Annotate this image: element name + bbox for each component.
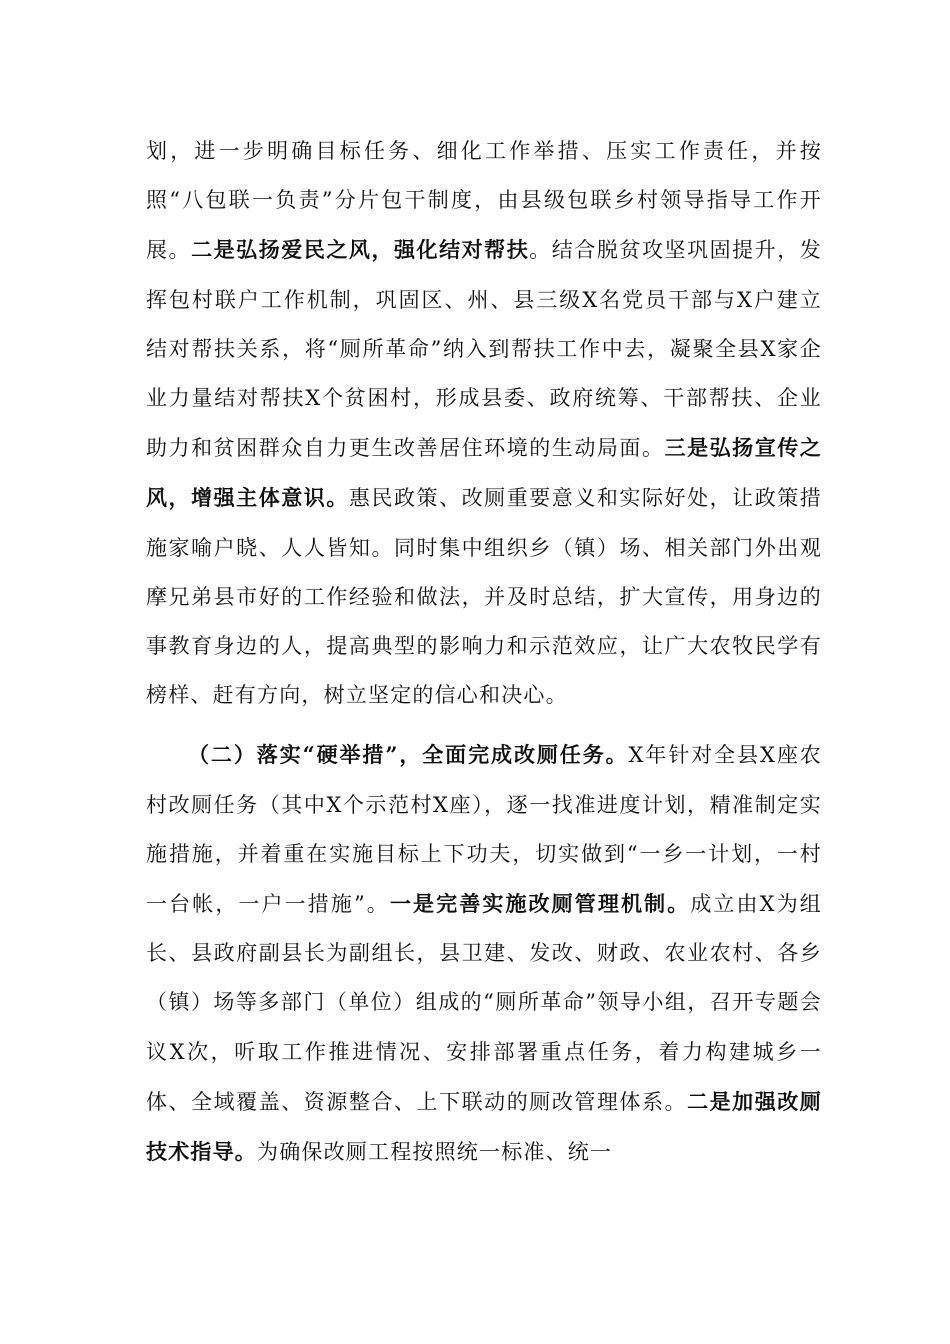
paragraph-1-text-2: 。结合脱贫攻坚巩固提升，发挥包村联户工作机制，巩固区、州、县三级X名党员干部与X户建立结对帮扶关系，将“厕所革命”纳入到帮扶工作中去，凝聚全县X家企业力量结对帮扶X个贫困村，形成县委、政府统筹、干部帮扶、企业助力和贫困群众自力更生改善居住环境的生动局面。 — [146, 238, 822, 461]
paragraph-2-text-3: 为确保改厕工程按照统一标准、统一 — [257, 1140, 613, 1165]
section-heading-2: （二）落实“硬举措”，全面完成改厕任务。 — [188, 742, 629, 768]
paragraph-1-text-1: 划，进一步明确目标任务、细化工作举措、压实工作责任，并按照“八包联一负责”分片包干制度，由县级包联乡村领导指导工作开展。 — [146, 139, 822, 263]
paragraph-2 — [146, 730, 822, 1177]
paragraph-1 — [146, 127, 822, 720]
paragraph-1-text-3: 惠民政策、改厕重要意义和实际好处，让政策措施家喻户晓、人人皆知。同时集中组织乡（镇）场、相关部门外出观摩兄弟县市好的工作经验和做法，并及时总结，扩大宣传，用身边的事教育身边的人，提高典型的影响力和示范效应，让广大农牧民学有榜样、赶有方向，树立坚定的信心和决心。 — [146, 486, 822, 708]
paragraph-2-text-2: 成立由X为组长、县政府副县长为副组长，县卫建、发改、财政、农业农村、各乡（镇）场等多部门（单位）组成的“厕所革命”领导小组，召开专题会议X次，听取工作推进情况、安排部署重点任务，着力构建城乡一体、全域覆盖、资源整合、上下联动的厕改管理体系。 — [146, 892, 822, 1114]
paragraph-2-heading-1: 一是完善实施改厕管理机制。 — [389, 891, 691, 917]
paragraph-2-text-1: X年针对全县X座农村改厕任务（其中X个示范村X座），逐一找准进度计划，精准制定实施措施，并着重在实施目标上下功夫，切实做到“一乡一计划，一村一台帐，一户一措施”。 — [146, 743, 822, 917]
paragraph-1-heading-3: 三是弘扬宣传之风，增强主体意识。 — [146, 435, 822, 511]
document-page — [146, 127, 822, 1177]
paragraph-1-heading-2: 二是弘扬爱民之风，强化结对帮扶 — [191, 237, 530, 263]
paragraph-2-heading-2: 二是加强改厕技术指导。 — [146, 1088, 822, 1165]
